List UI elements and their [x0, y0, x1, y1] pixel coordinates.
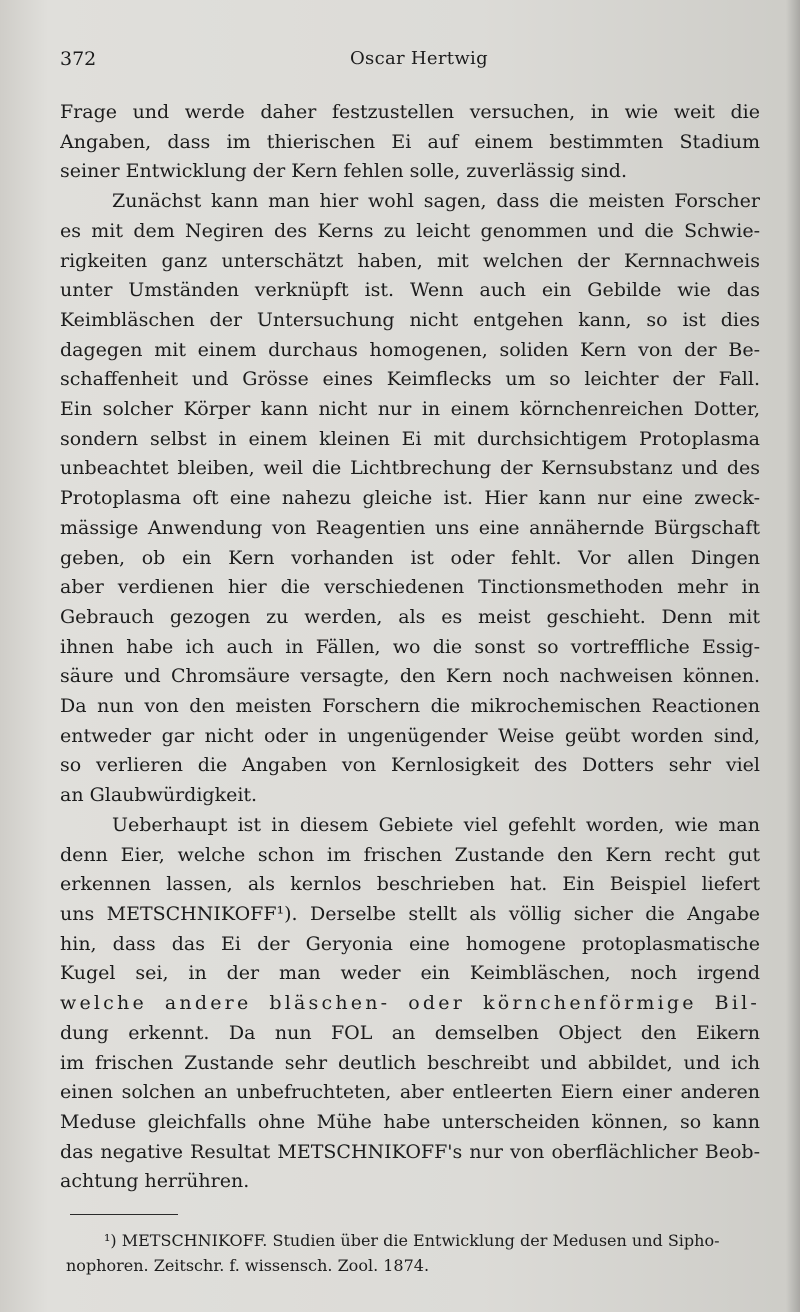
text-line: Meduse gleichfalls ohne Mühe habe unterscheiden können, so kann: [60, 1110, 760, 1133]
paragraph-start-line: Zunächst kann man hier wohl sagen, dass die meisten Forscher: [112, 190, 760, 213]
text-line: dagegen mit einem durchaus homogenen, soliden Kern von der Be-: [60, 338, 760, 361]
text-line: schaffenheit und Grösse eines Keimflecks um so leichter der Fall.: [60, 368, 760, 391]
text-line: Frage und werde daher festzustellen versuchen, in wie weit die: [60, 101, 760, 123]
text-line: Protoplasma oft eine nahezu gleiche ist. Hier kann nur eine zweck-: [60, 487, 760, 510]
text-line: Ein solcher Körper kann nicht nur in einem körnchenreichen Dotter,: [60, 398, 760, 421]
page-edge-shadow: [786, 0, 800, 1312]
text-line: erkennen lassen, als kernlos beschrieben hat. Ein Beispiel liefert: [60, 873, 760, 896]
paragraph-start-line: Ueberhaupt ist in diesem Gebiete viel gefehlt worden, wie man: [112, 813, 760, 836]
text-line: sondern selbst in einem kleinen Ei mit durchsichtigem Protoplasma: [60, 427, 760, 450]
text-line: es mit dem Negiren des Kerns zu leicht genommen und die Schwie-: [60, 219, 760, 242]
text-line: Da nun von den meisten Forschern die mikrochemischen Reactionen: [60, 695, 760, 718]
text-line: denn Eier, welche schon im frischen Zustande den Kern recht gut: [60, 843, 760, 866]
footnote-line: ¹) METSCHNIKOFF. Studien über die Entwicklung der Medusen und Sipho-: [104, 1231, 720, 1250]
footnote-line: nophoren. Zeitschr. f. wissensch. Zool. 1874.: [66, 1256, 430, 1275]
text-line: das negative Resultat METSCHNIKOFF's nur von oberflächlicher Beob-: [60, 1140, 760, 1163]
text-line: hin, dass das Ei der Geryonia eine homogene protoplasmatische: [60, 932, 760, 955]
text-line: einen solchen an unbefruchteten, aber entleerten Eiern einer anderen: [60, 1081, 760, 1104]
body-text: [60, 98, 760, 1197]
text-line: Gebrauch gezogen zu werden, als es meist geschieht. Denn mit: [60, 605, 760, 628]
text-line: dung erkennt. Da nun FOL an demselben Object den Eikern: [60, 1021, 760, 1044]
text-line: unter Umständen verknüpft ist. Wenn auch ein Gebilde wie das: [60, 279, 760, 302]
running-head: Oscar Hertwig: [350, 48, 488, 69]
text-line: achtung herrühren.: [60, 1170, 250, 1193]
text-line: uns METSCHNIKOFF¹). Derselbe stellt als völlig sicher die Angabe: [60, 902, 760, 925]
text-line: Angaben, dass im thierischen Ei auf einem bestimmten Stadium: [60, 130, 760, 153]
text-line: entweder gar nicht oder in ungenügender Weise geübt worden sind,: [60, 724, 760, 747]
text-line: rigkeiten ganz unterschätzt haben, mit welchen der Kernnachweis: [60, 249, 760, 272]
page-number: 372: [60, 48, 97, 70]
text-line: seiner Entwicklung der Kern fehlen solle, zuverlässig sind.: [60, 160, 628, 183]
text-line: unbeachtet bleiben, weil die Lichtbrechung der Kernsubstanz und des: [60, 457, 760, 480]
text-line: an Glaubwürdigkeit.: [60, 784, 258, 807]
footnote-separator: [70, 1214, 178, 1215]
footnote: [60, 1228, 760, 1278]
page-header: [60, 48, 760, 78]
text-line: Kugel sei, in der man weder ein Keimbläschen, noch irgend: [60, 962, 760, 985]
text-line: so verlieren die Angaben von Kernlosigkeit des Dotters sehr viel: [60, 754, 760, 777]
text-line: ihnen habe ich auch in Fällen, wo die sonst so vortreffliche Essig-: [60, 635, 760, 658]
text-line: Keimbläschen der Untersuchung nicht entgehen kann, so ist dies: [60, 308, 760, 331]
text-line: im frischen Zustande sehr deutlich beschreibt und abbildet, und ich: [60, 1051, 760, 1074]
spaced-text-line: welche andere bläschen- oder körnchenförmige Bil-: [60, 992, 760, 1015]
text-line: aber verdienen hier die verschiedenen Tinctionsmethoden mehr in: [60, 576, 760, 599]
text-line: mässige Anwendung von Reagentien uns eine annähernde Bürgschaft: [60, 516, 760, 539]
text-line: geben, ob ein Kern vorhanden ist oder fehlt. Vor allen Dingen: [60, 546, 760, 569]
text-line: säure und Chromsäure versagte, den Kern noch nachweisen können.: [60, 665, 760, 688]
